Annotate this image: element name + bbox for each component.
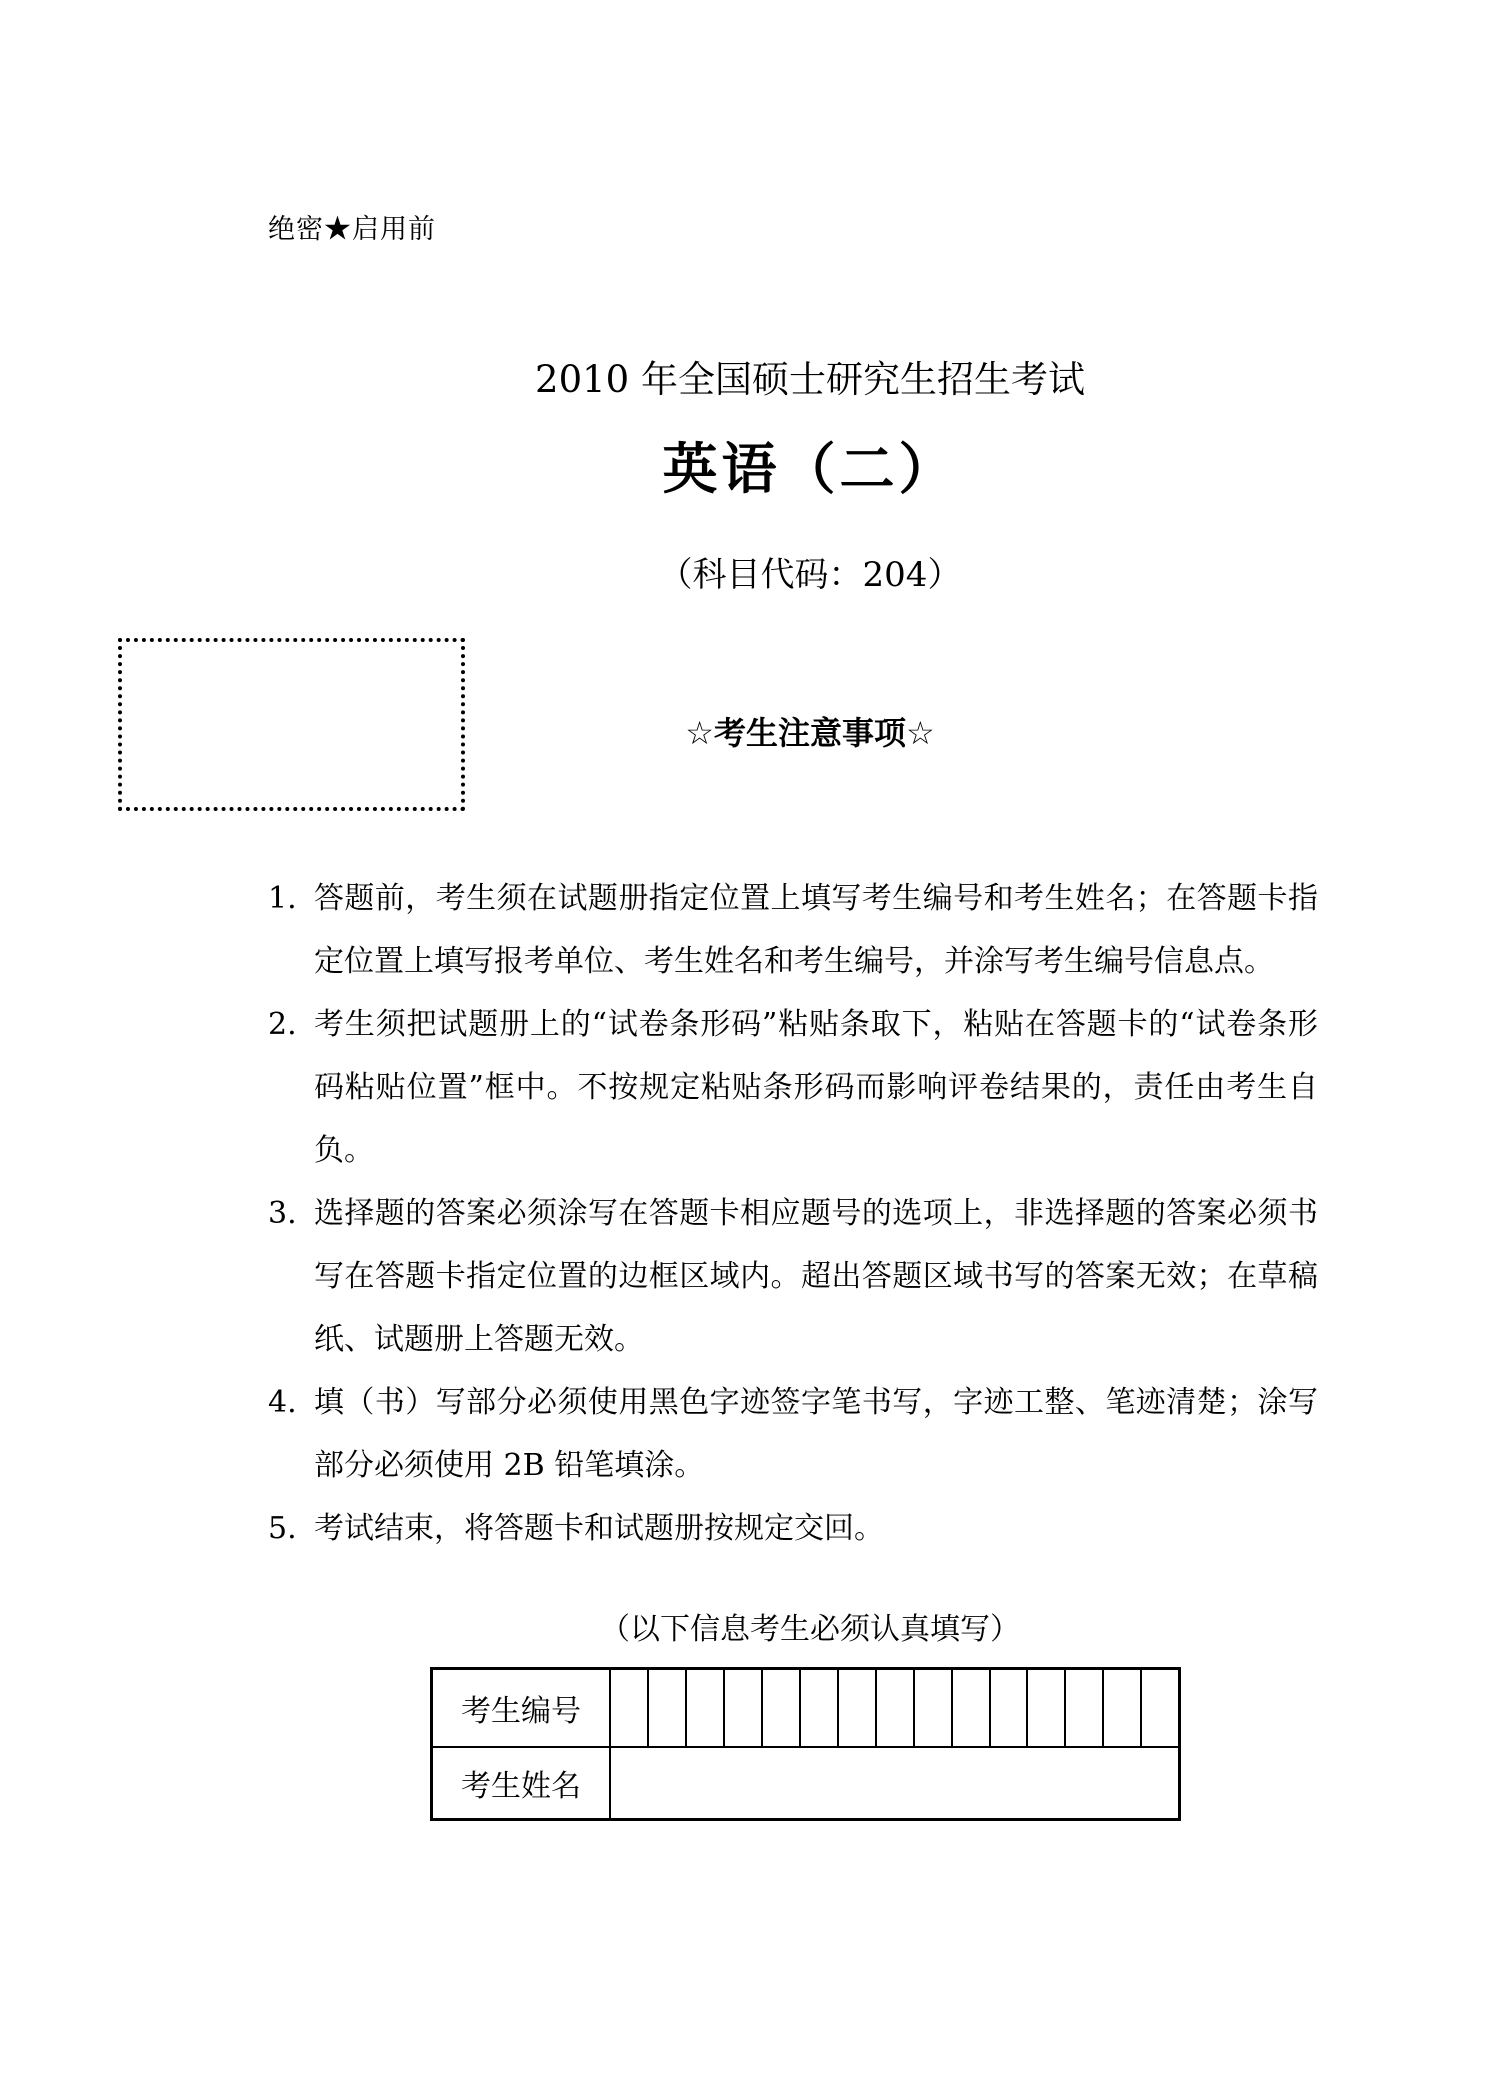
examinee-number-digit-box[interactable] (724, 1669, 762, 1748)
examinee-number-digit-box[interactable] (1103, 1669, 1141, 1748)
notice-text: 填（书）写部分必须使用黑色字迹签字笔书写，字迹工整、笔迹清楚；涂写部分必须使用 2B 铅笔填涂。 (314, 1385, 1318, 1483)
notice-item (268, 1497, 1318, 1560)
notice-item (268, 993, 1318, 1182)
examinee-number-digit-box[interactable] (1141, 1669, 1179, 1748)
examinee-number-digit-box[interactable] (800, 1669, 838, 1748)
examinee-info-table (430, 1667, 1181, 1821)
notice-heading: ☆考生注意事项☆ (685, 714, 935, 752)
confidential-mark: 绝密★启用前 (268, 214, 436, 245)
notice-text: 考试结束，将答题卡和试题册按规定交回。 (314, 1511, 884, 1546)
subject-title: 英语（二） (662, 437, 958, 501)
examinee-number-digit-box[interactable] (648, 1669, 686, 1748)
notice-number: 5. (268, 1511, 297, 1546)
examinee-number-digit-box[interactable] (914, 1669, 952, 1748)
examinee-number-digit-box[interactable] (952, 1669, 990, 1748)
notice-text: 答题前，考生须在试题册指定位置上填写考生编号和考生姓名；在答题卡指定位置上填写报考单位、考生姓名和考生编号，并涂写考生编号信息点。 (314, 881, 1318, 979)
examinee-name-label: 考生姓名 (432, 1747, 611, 1820)
notice-item (268, 1182, 1318, 1371)
notice-number: 3. (268, 1196, 297, 1231)
notice-number: 1. (268, 881, 297, 916)
examinee-number-digit-box[interactable] (838, 1669, 876, 1748)
subject-code: （科目代码：204） (658, 555, 962, 595)
notice-text: 考生须把试题册上的“试卷条形码”粘贴条取下，粘贴在答题卡的“试卷条形码粘贴位置”框中。不按规定粘贴条形码而影响评卷结果的，责任由考生自负。 (314, 1007, 1318, 1168)
examinee-number-digit-box[interactable] (610, 1669, 648, 1748)
examinee-number-row (432, 1669, 1180, 1748)
examinee-number-digit-box[interactable] (762, 1669, 800, 1748)
notice-item (268, 1371, 1318, 1497)
exam-title: 2010 年全国硕士研究生招生考试 (535, 358, 1085, 401)
notice-item (268, 867, 1318, 993)
examinee-number-digit-box[interactable] (1065, 1669, 1103, 1748)
examinee-name-row (432, 1747, 1180, 1820)
examinee-number-digit-box[interactable] (686, 1669, 724, 1748)
notice-list (268, 867, 1318, 1560)
examinee-number-digit-box[interactable] (1027, 1669, 1065, 1748)
notice-number: 4. (268, 1385, 297, 1420)
examinee-number-label: 考生编号 (432, 1669, 611, 1748)
examinee-number-digit-box[interactable] (990, 1669, 1028, 1748)
notice-text: 选择题的答案必须涂写在答题卡相应题号的选项上，非选择题的答案必须书写在答题卡指定位置的边框区域内。超出答题区域书写的答案无效；在草稿纸、试题册上答题无效。 (314, 1196, 1318, 1357)
notice-number: 2. (268, 1007, 297, 1042)
info-form-caption: （以下信息考生必须认真填写） (600, 1612, 1020, 1647)
examinee-number-digit-box[interactable] (876, 1669, 914, 1748)
examinee-name-field[interactable] (610, 1747, 1180, 1820)
